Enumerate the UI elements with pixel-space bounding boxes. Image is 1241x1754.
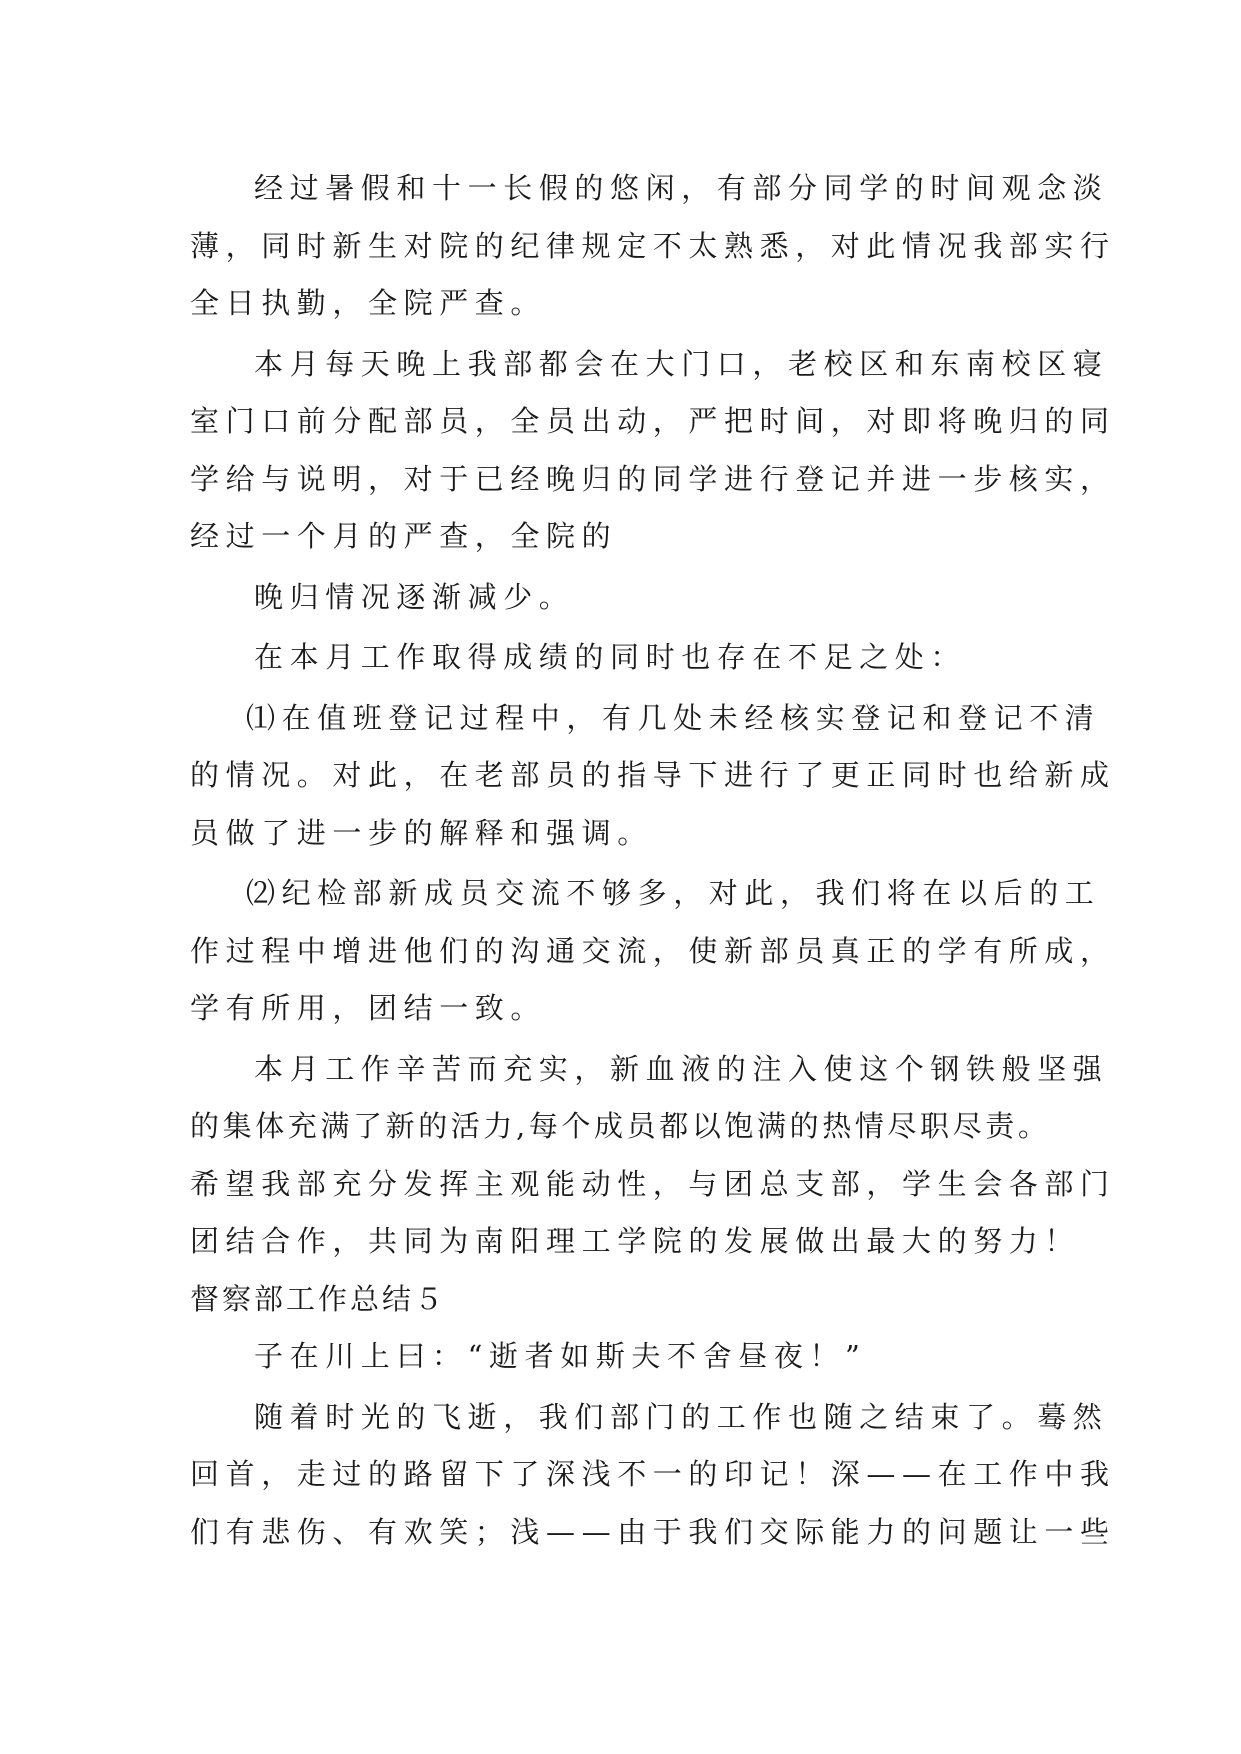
- paragraph-2-line-2: 室门口前分配部员，全员出动，严把时间，对即将晚归的同: [190, 404, 1116, 438]
- paragraph-1-line-3: 全日执勤，全院严查。: [190, 286, 547, 320]
- paragraph-3-line-1: 晚归情况逐渐减少。: [254, 579, 575, 614]
- paragraph-1-line-1: 经过暑假和十一长假的悠闲，有部分同学的时间观念淡: [254, 171, 1109, 205]
- paragraph-7-line-2: 的集体充满了新的活力,每个成员都以饱满的热情尽职尽责。: [190, 1109, 1051, 1143]
- list-item-1-line-2: 的情况。对此，在老部员的指导下进行了更正同时也给新成: [190, 758, 1116, 792]
- paragraph-7-line-3: 希望我部充分发挥主观能动性，与团总支部，学生会各部门: [190, 1166, 1116, 1201]
- paragraph-10-line-1: 随着时光的飞逝，我们部门的工作也随之结束了。蓦然: [254, 1399, 1109, 1434]
- quote-line: 子在川上曰：“逝者如斯夫不舍昼夜！”: [254, 1339, 867, 1373]
- list-item-2-line-2: 作过程中增进他们的沟通交流，使新部员真正的学有所成，: [190, 933, 1116, 968]
- list-item-1-line-1: ⑴在值班登记过程中，有几处未经核实登记和登记不清: [246, 700, 1101, 735]
- paragraph-2-line-4: 经过一个月的严查，全院的: [190, 519, 618, 553]
- list-item-1-line-3: 员做了进一步的解释和强调。: [190, 815, 653, 850]
- section-heading: 督察部工作总结５: [190, 1281, 447, 1316]
- paragraph-4-line-1: 在本月工作取得成绩的同时也存在不足之处：: [254, 640, 967, 674]
- paragraph-2-line-3: 学给与说明，对于已经晚归的同学进行登记并进一步核实，: [190, 461, 1116, 496]
- paragraph-1-line-2: 薄，同时新生对院的纪律规定不太熟悉，对此情况我部实行: [190, 228, 1116, 263]
- paragraph-2-line-1: 本月每天晚上我部都会在大门口，老校区和东南校区寝: [254, 346, 1109, 381]
- paragraph-10-line-2: 回首，走过的路留下了深浅不一的印记！深——在工作中我: [190, 1457, 1116, 1491]
- list-item-2-line-3: 学有所用，团结一致。: [190, 991, 547, 1025]
- paragraph-7-line-4: 团结合作，共同为南阳理工学院的发展做出最大的努力！: [190, 1224, 1081, 1258]
- document-body: [190, 160, 1116, 1561]
- paragraph-7-line-1: 本月工作辛苦而充实，新血液的注入使这个钢铁般坚强: [254, 1051, 1109, 1086]
- list-item-2-line-1: ⑵纪检部新成员交流不够多，对此，我们将在以后的工: [246, 876, 1101, 910]
- paragraph-10-line-3: 们有悲伤、有欢笑；浅——由于我们交际能力的问题让一些: [190, 1514, 1116, 1549]
